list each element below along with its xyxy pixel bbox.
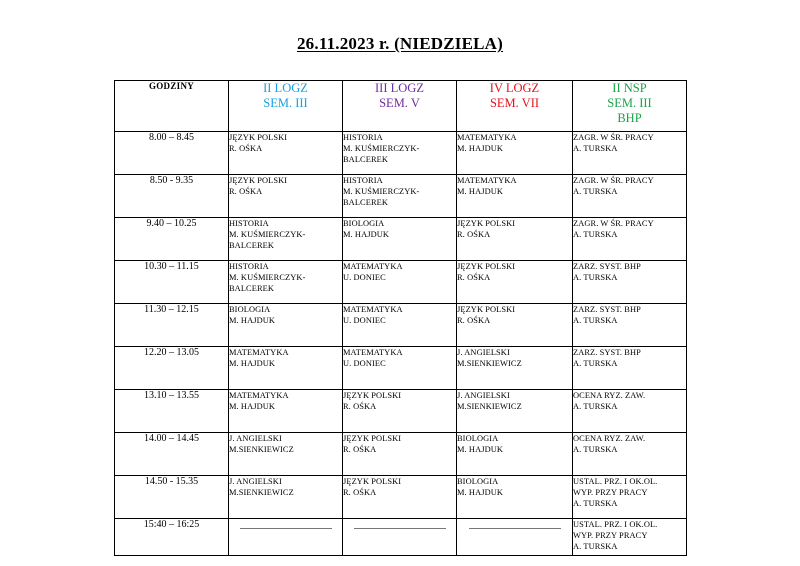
- page-title: 26.11.2023 r. (NIEDZIELA): [296, 34, 504, 53]
- teacher-name: A. TURSKA: [573, 499, 618, 508]
- lesson-cell: [229, 347, 343, 390]
- table-row: [115, 261, 687, 304]
- group-semester: SEM. V: [379, 96, 420, 110]
- lesson-cell: [573, 390, 687, 433]
- hours-column-header: GODZINY: [115, 81, 229, 132]
- lesson-cell: [573, 476, 687, 519]
- lesson-cell: [573, 304, 687, 347]
- subject-name: MATEMATYKA: [343, 305, 403, 314]
- empty-dash-line: [354, 528, 446, 529]
- teacher-name: A. TURSKA: [573, 359, 618, 368]
- subject-name: JĘZYK POLSKI: [343, 391, 402, 400]
- subject-name: MATEMATYKA: [343, 262, 403, 271]
- header-row: [115, 81, 687, 132]
- lesson-cell: [229, 261, 343, 304]
- teacher-name: M.SIENKIEWICZ: [229, 488, 294, 497]
- subject-name: HISTORIA: [343, 133, 383, 142]
- teacher-name: M. HAJDUK: [229, 316, 276, 325]
- subject-name: HISTORIA: [229, 219, 269, 228]
- lesson-cell: [343, 175, 457, 218]
- teacher-name: R. OŚKA: [457, 316, 491, 325]
- subject-name: OCENA RYZ. ZAW.: [573, 434, 646, 443]
- teacher-name: M. HAJDUK: [229, 402, 276, 411]
- subject-name: MATEMATYKA: [457, 176, 517, 185]
- lesson-cell: [573, 519, 687, 556]
- teacher-name: BALCEREK: [229, 241, 275, 250]
- lesson-cell: [343, 304, 457, 347]
- subject-name: MATEMATYKA: [343, 348, 403, 357]
- group-specialty: BHP: [617, 111, 642, 125]
- lesson-cell: [229, 476, 343, 519]
- time-slot: 10.30 – 11.15: [115, 261, 229, 304]
- lesson-cell: [457, 261, 573, 304]
- group-name: III LOGZ: [375, 81, 424, 95]
- subject-name: ZARZ. SYST. BHP: [573, 348, 641, 357]
- subject-name: HISTORIA: [229, 262, 269, 271]
- subject-name: BIOLOGIA: [343, 219, 385, 228]
- teacher-name: M.SIENKIEWICZ: [457, 359, 522, 368]
- table-row: [115, 347, 687, 390]
- teacher-name: A. TURSKA: [573, 316, 618, 325]
- subject-name: J. ANGIELSKI: [457, 348, 510, 357]
- table-row: [115, 390, 687, 433]
- empty-dash-line: [240, 528, 332, 529]
- group-name: II LOGZ: [263, 81, 308, 95]
- teacher-name: M. KUŚMIERCZYK-: [343, 187, 420, 196]
- subject-name: USTAL. PRZ. I OK.OL.: [573, 477, 658, 486]
- empty-dash-line: [469, 528, 561, 529]
- teacher-name: A. TURSKA: [573, 187, 618, 196]
- subject-name: ZAGR. W ŚR. PRACY: [573, 133, 654, 142]
- subject-name: BIOLOGIA: [457, 434, 499, 443]
- subject-name: BIOLOGIA: [229, 305, 271, 314]
- lesson-cell: [457, 218, 573, 261]
- subject-name: MATEMATYKA: [457, 133, 517, 142]
- group-name: IV LOGZ: [489, 81, 540, 95]
- table-row: [115, 132, 687, 175]
- subject-name: JĘZYK POLSKI: [343, 434, 402, 443]
- lesson-cell: [229, 218, 343, 261]
- teacher-name: A. TURSKA: [573, 230, 618, 239]
- teacher-name: M. HAJDUK: [457, 187, 504, 196]
- teacher-name: M. HAJDUK: [457, 445, 504, 454]
- time-slot: 9.40 – 10.25: [115, 218, 229, 261]
- time-slot: 13.10 – 13.55: [115, 390, 229, 433]
- table-row: [115, 175, 687, 218]
- subject-name: J. ANGIELSKI: [229, 434, 282, 443]
- lesson-cell: [573, 433, 687, 476]
- teacher-name: A. TURSKA: [573, 445, 618, 454]
- teacher-name: M. KUŚMIERCZYK-: [229, 273, 306, 282]
- subject-name: HISTORIA: [343, 176, 383, 185]
- table-row: [115, 433, 687, 476]
- subject-name: ZARZ. SYST. BHP: [573, 262, 641, 271]
- empty-cell: [457, 519, 573, 556]
- teacher-name: R. OŚKA: [343, 488, 377, 497]
- subject-name: MATEMATYKA: [229, 348, 289, 357]
- teacher-name: WYP. PRZY PRACY: [573, 488, 648, 497]
- lesson-cell: [573, 175, 687, 218]
- teacher-name: R. OŚKA: [457, 230, 491, 239]
- subject-name: J. ANGIELSKI: [229, 477, 282, 486]
- lesson-cell: [457, 476, 573, 519]
- lesson-cell: [229, 390, 343, 433]
- teacher-name: A. TURSKA: [573, 273, 618, 282]
- lesson-cell: [457, 433, 573, 476]
- lesson-cell: [457, 347, 573, 390]
- lesson-cell: [229, 304, 343, 347]
- subject-name: JĘZYK POLSKI: [457, 262, 516, 271]
- teacher-name: M. HAJDUK: [457, 488, 504, 497]
- lesson-cell: [343, 476, 457, 519]
- subject-name: J. ANGIELSKI: [457, 391, 510, 400]
- time-slot: 14.00 – 14.45: [115, 433, 229, 476]
- teacher-name: U. DONIEC: [343, 273, 386, 282]
- teacher-name: BALCEREK: [343, 155, 389, 164]
- lesson-cell: [457, 390, 573, 433]
- group-name: II NSP: [612, 81, 647, 95]
- lesson-cell: [573, 347, 687, 390]
- time-slot: 8.50 - 9.35: [115, 175, 229, 218]
- teacher-name: M. HAJDUK: [343, 230, 390, 239]
- time-slot: 8.00 – 8.45: [115, 132, 229, 175]
- teacher-name: A. TURSKA: [573, 542, 618, 551]
- lesson-cell: [343, 390, 457, 433]
- table-row: [115, 476, 687, 519]
- group-header-3: [457, 81, 573, 132]
- subject-name: JĘZYK POLSKI: [457, 219, 516, 228]
- teacher-name: R. OŚKA: [343, 402, 377, 411]
- teacher-name: U. DONIEC: [343, 316, 386, 325]
- teacher-name: M. HAJDUK: [457, 144, 504, 153]
- teacher-name: BALCEREK: [229, 284, 275, 293]
- lesson-cell: [229, 433, 343, 476]
- lesson-cell: [343, 218, 457, 261]
- teacher-name: R. OŚKA: [457, 273, 491, 282]
- teacher-name: U. DONIEC: [343, 359, 386, 368]
- time-slot: 14.50 - 15.35: [115, 476, 229, 519]
- group-semester: SEM. III: [263, 96, 308, 110]
- teacher-name: R. OŚKA: [229, 144, 263, 153]
- teacher-name: M. KUŚMIERCZYK-: [229, 230, 306, 239]
- group-header-2: [343, 81, 457, 132]
- lesson-cell: [229, 175, 343, 218]
- lesson-cell: [573, 261, 687, 304]
- time-slot: 15:40 – 16:25: [115, 519, 229, 556]
- teacher-name: R. OŚKA: [229, 187, 263, 196]
- teacher-name: M. HAJDUK: [229, 359, 276, 368]
- teacher-name: BALCEREK: [343, 198, 389, 207]
- teacher-name: M. KUŚMIERCZYK-: [343, 144, 420, 153]
- teacher-name: A. TURSKA: [573, 144, 618, 153]
- teacher-name: A. TURSKA: [573, 402, 618, 411]
- teacher-name: M.SIENKIEWICZ: [457, 402, 522, 411]
- empty-cell: [229, 519, 343, 556]
- lesson-cell: [457, 175, 573, 218]
- schedule-table: [114, 80, 687, 556]
- group-semester: SEM. III: [607, 96, 652, 110]
- subject-name: OCENA RYZ. ZAW.: [573, 391, 646, 400]
- subject-name: USTAL. PRZ. I OK.OL.: [573, 520, 658, 529]
- table-row: [115, 304, 687, 347]
- lesson-cell: [343, 433, 457, 476]
- lesson-cell: [229, 132, 343, 175]
- subject-name: JĘZYK POLSKI: [229, 133, 288, 142]
- subject-name: JĘZYK POLSKI: [229, 176, 288, 185]
- subject-name: ZARZ. SYST. BHP: [573, 305, 641, 314]
- subject-name: BIOLOGIA: [457, 477, 499, 486]
- lesson-cell: [343, 347, 457, 390]
- subject-name: MATEMATYKA: [229, 391, 289, 400]
- lesson-cell: [343, 132, 457, 175]
- teacher-name: R. OŚKA: [343, 445, 377, 454]
- lesson-cell: [343, 261, 457, 304]
- lesson-cell: [457, 304, 573, 347]
- teacher-name: M.SIENKIEWICZ: [229, 445, 294, 454]
- subject-name: ZAGR. W ŚR. PRACY: [573, 219, 654, 228]
- schedule-body: [115, 132, 687, 556]
- subject-name: JĘZYK POLSKI: [457, 305, 516, 314]
- group-semester: SEM. VII: [489, 96, 540, 110]
- time-slot: 11.30 – 12.15: [115, 304, 229, 347]
- lesson-cell: [457, 132, 573, 175]
- subject-name: JĘZYK POLSKI: [343, 477, 402, 486]
- table-row: [115, 519, 687, 556]
- time-slot: 12.20 – 13.05: [115, 347, 229, 390]
- lesson-cell: [573, 132, 687, 175]
- teacher-name: WYP. PRZY PRACY: [573, 531, 648, 540]
- group-header-4: [573, 81, 687, 132]
- group-header-1: [229, 81, 343, 132]
- empty-cell: [343, 519, 457, 556]
- table-row: [115, 218, 687, 261]
- lesson-cell: [573, 218, 687, 261]
- subject-name: ZAGR. W ŚR. PRACY: [573, 176, 654, 185]
